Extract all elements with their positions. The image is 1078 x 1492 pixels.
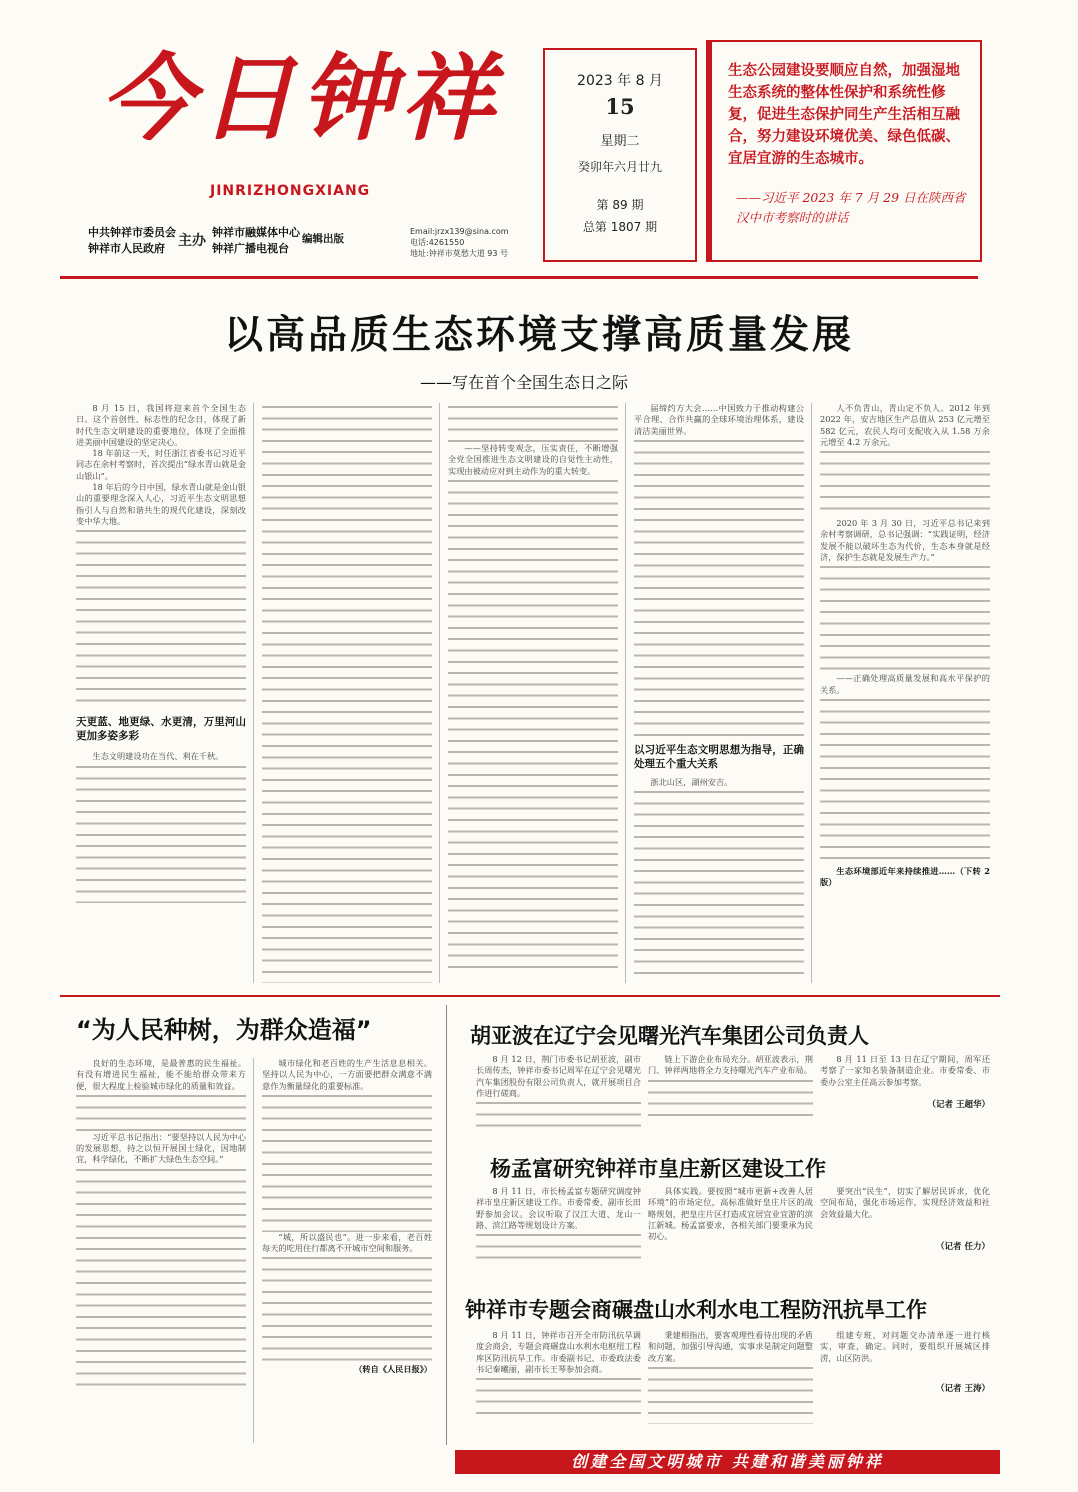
- text-block: [76, 1092, 246, 1132]
- text-block: [634, 788, 804, 983]
- paragraph: 良好的生态环境，是最普惠的民生福祉。有没有增进民生福祉，能不能给群众带来方便，很大程度上检验城市绿化的质量和效益。: [76, 1058, 246, 1091]
- hu-story-column-3: [820, 1054, 990, 1144]
- lead-column-2: [262, 403, 432, 983]
- tree-story-column-2: [262, 1058, 432, 1443]
- paragraph: 习近平总书记指出：“要坚持以人民为中心的发展思想，持之以恒开展国土绿化，因地制宜，科学绿化，不断扩大绿色生态空间。”: [76, 1131, 246, 1165]
- flood-story-column-1: [476, 1330, 641, 1440]
- contact-address: 地址:钟祥市莫愁大道 93 号: [410, 249, 508, 258]
- quote-source: ——习近平 2023 年 7 月 29 日在陕西省汉中市考察时的讲话: [736, 190, 966, 225]
- yang-story-column-2: [648, 1186, 813, 1286]
- paragraph: 18 年前这一天，时任浙江省委书记习近平同志在余村考察时，首次提出“绿水青山就是金山银山”。: [76, 448, 246, 481]
- lead-column-3: [448, 403, 618, 983]
- paragraph: 链上下游企业布局充分。胡亚波表示，荆门、钟祥两地将全力支持曙光汽车产业布局。: [648, 1054, 813, 1076]
- yang-story-column-1: [476, 1186, 641, 1286]
- masthead-rule: [60, 276, 978, 279]
- text-block: [820, 448, 990, 518]
- byline: （记者 王涛）: [936, 1383, 990, 1394]
- byline: （记者 任力）: [936, 1241, 990, 1252]
- paragraph: 8 月 11 日，市长杨孟富专题研究调度钟祥市皇庄新区建设工作。市委常委、副市长田野参加会议。会议听取了汉江大道、龙山一路、滨江路等规划设计方案。: [476, 1186, 641, 1230]
- text-block: [262, 1254, 432, 1364]
- publisher-item: 钟祥市融媒体中心: [212, 226, 300, 239]
- text-block: [820, 696, 990, 866]
- sponsor-item: 中共钟祥市委员会: [88, 226, 176, 239]
- paragraph: 人不负青山，青山定不负人。2012 年到 2022 年，安吉地区生产总值从 253 亿元增至 582 亿元，农民人均可支配收入从 1.58 万余元增至 4.2 万余元。: [820, 403, 990, 447]
- paragraph: 2020 年 3 月 30 日，习近平总书记来到余村考察调研，总书记强调：“实践证明，经济发展不能以破坏生态为代价，生态本身就是经济，保护生态就是发展生产力。”: [820, 518, 990, 563]
- hu-story-column-1: [476, 1054, 641, 1144]
- text-block: [820, 563, 990, 673]
- text-block: [634, 437, 804, 737]
- paragraph: 届缔约方大会……中国致力于推动构建公平合理、合作共赢的全球环境治理体系，建设清洁美丽世界。: [634, 403, 804, 436]
- paragraph: 8 月 11 日至 13 日在辽宁期间，周军还考察了一家知名装备制造企业。市委常委、市委办公室主任高云参加考察。: [820, 1054, 990, 1087]
- quote-text: 生态公园建设要顺应自然，加强湿地生态系统的整体性保护和系统性修复，促进生态保护同生产生活相互融合，努力建设环境优美、绿色低碳、宜居宜游的生态城市。: [728, 63, 960, 167]
- text-block: [76, 763, 246, 903]
- date-lunar: 癸卯年六月廿九: [577, 160, 662, 174]
- paragraph: 具体实践。要按照“城市更新+改善人居环境”的市场定位，高标准做好皇庄片区的战略规划，把皇庄片区打造成宜居宜业宜游的滨江新城。杨孟富要求，各相关部门要秉承为民初心。: [648, 1186, 813, 1242]
- flood-story-headline[interactable]: 钟祥市专题会商碾盘山水利水电工程防汛抗旱工作: [465, 1298, 927, 1322]
- issue-total: 总第 1807 期: [582, 220, 658, 234]
- hu-story-headline[interactable]: 胡亚波在辽宁会见曙光汽车集团公司负责人: [470, 1024, 869, 1048]
- yang-story-headline[interactable]: 杨孟富研究钟祥市皇庄新区建设工作: [490, 1157, 826, 1181]
- paragraph: 要突出“民生”，切实了解居民诉求，优化空间布局，强化市场运作，实现经济效益和社会效益最大化。: [820, 1186, 990, 1219]
- paragraph: 生态文明建设功在当代、利在千秋。: [92, 751, 224, 762]
- source-credit: （转自《人民日报》）: [354, 1364, 432, 1375]
- issue-number: 第 89 期: [596, 198, 644, 212]
- hu-story-column-2: [648, 1054, 813, 1144]
- yang-story-column-3: [820, 1186, 990, 1286]
- lead-headline[interactable]: 以高品质生态环境支撑高质量发展: [223, 313, 854, 358]
- masthead-pinyin: JINRIZHONGXIANG: [210, 183, 371, 199]
- date-box: [543, 48, 697, 262]
- publisher-list: [212, 225, 300, 257]
- sponsor-list: [88, 225, 176, 257]
- contact-phone: 电话:4261550: [410, 238, 465, 247]
- paragraph: 8 月 15 日，我国将迎来首个全国生态日。这个首创性、标志性的纪念日，体现了新时代生态文明建设的重要地位，体现了全面推进美丽中国建设的坚定决心。: [76, 403, 246, 447]
- paragraph: 8 月 11 日，钟祥市召开全市防汛抗旱调度会商会，专题会商碾盘山水利水电枢纽工程库区防汛抗旱工作。市委副书记、市委政法委书记秦曦丽，副市长王琴参加会商。: [476, 1330, 641, 1374]
- date-year-month: 2023 年 8 月: [577, 73, 663, 89]
- column-divider: [253, 1058, 254, 1443]
- publisher-item: 钟祥广播电视台: [212, 242, 289, 255]
- date-weekday: 星期二: [600, 134, 640, 149]
- section-subheading: 天更蓝、地更绿、水更清，万里河山更加多姿多彩: [76, 716, 246, 743]
- text-block: [648, 1364, 813, 1424]
- column-divider: [625, 403, 626, 983]
- paragraph: 浙北山区，湖州安吉。: [650, 776, 733, 787]
- sponsor-item: 钟祥市人民政府: [88, 242, 165, 255]
- tree-story-headline[interactable]: “为人民种树，为群众造福”: [76, 1016, 372, 1044]
- paragraph: 18 年后的今日中国，绿水青山就是金山银山的重要理念深入人心，习近平生态文明思想指引人与自然和谐共生的现代化建设，深刻改变中华大地。: [76, 482, 246, 526]
- text-block: [476, 1375, 641, 1420]
- text-block: [76, 527, 246, 707]
- contact-info: [410, 226, 509, 259]
- column-divider: [811, 403, 812, 983]
- text-block: [476, 1099, 641, 1133]
- publisher-role: 编辑出版: [302, 233, 344, 245]
- byline: （记者 王超华）: [927, 1099, 990, 1110]
- paragraph: 8 月 12 日，荆门市委书记胡亚波，副市长周传杰，钟祥市委书记周军在辽宁会见曙光汽车集团股份有限公司负责人，就开展项目合作进行磋商。: [476, 1054, 641, 1098]
- contact-email[interactable]: Email:jrzx139@sina.com: [410, 227, 509, 236]
- text-block: [448, 403, 618, 443]
- text-block: [648, 1077, 813, 1122]
- sponsor-role: 主办: [178, 233, 206, 249]
- paragraph: 城市绿化和老百姓的生产生活息息相关。坚持以人民为中心，一方面要把群众满意不满意作为衡量绿化的重要标准。: [262, 1058, 432, 1091]
- bottom-slogan-banner: 创建全国文明城市 共建和谐美丽钟祥: [455, 1450, 1000, 1474]
- paragraph: 组建专班，对问题交办清单逐一进行核实，审查，确定。同时，要组织开展城区排涝，山区防洪。: [820, 1330, 990, 1363]
- paragraph: ——正确处理高质量发展和高水平保护的关系。: [820, 673, 990, 695]
- column-divider: [253, 403, 254, 983]
- quote-box: [706, 40, 982, 262]
- continued-note[interactable]: 生态环境部近年来持续推进……（下转 2 版）: [820, 865, 990, 888]
- flood-story-column-2: [648, 1330, 813, 1440]
- paragraph: “城，所以盛民也”。进一步来看，老百姓每天的吃用住行都离不开城市空间和服务。: [262, 1231, 432, 1254]
- paragraph: ——坚持转变观念，压实责任，不断增强全党全国推进生态文明建设的自觉性主动性，实现由被动应对到主动作为的重大转变。: [448, 443, 618, 476]
- column-divider: [439, 403, 440, 983]
- section-rule: [60, 995, 1000, 997]
- lead-column-5: [820, 403, 990, 983]
- lead-subhead: ——写在首个全国生态日之际: [420, 373, 629, 392]
- masthead-logo: 今日钟祥: [100, 44, 501, 154]
- text-block: [76, 1166, 246, 1386]
- flood-story-column-3: [820, 1330, 990, 1440]
- text-block: [262, 1092, 432, 1232]
- text-block: [448, 477, 618, 973]
- lead-column-1: [76, 403, 246, 983]
- lead-column-4: [634, 403, 804, 983]
- tree-story-column-1: [76, 1058, 246, 1443]
- section-divider: [446, 1005, 447, 1445]
- paragraph: 秉建相指出，要客观理性看待出现的矛盾和问题，加强引导沟通，实事求是制定问题整改方案。: [648, 1330, 813, 1363]
- date-day: 15: [605, 94, 635, 119]
- section-subheading: 以习近平生态文明思想为指导，正确处理五个重大关系: [634, 743, 804, 770]
- text-block: [476, 1231, 641, 1261]
